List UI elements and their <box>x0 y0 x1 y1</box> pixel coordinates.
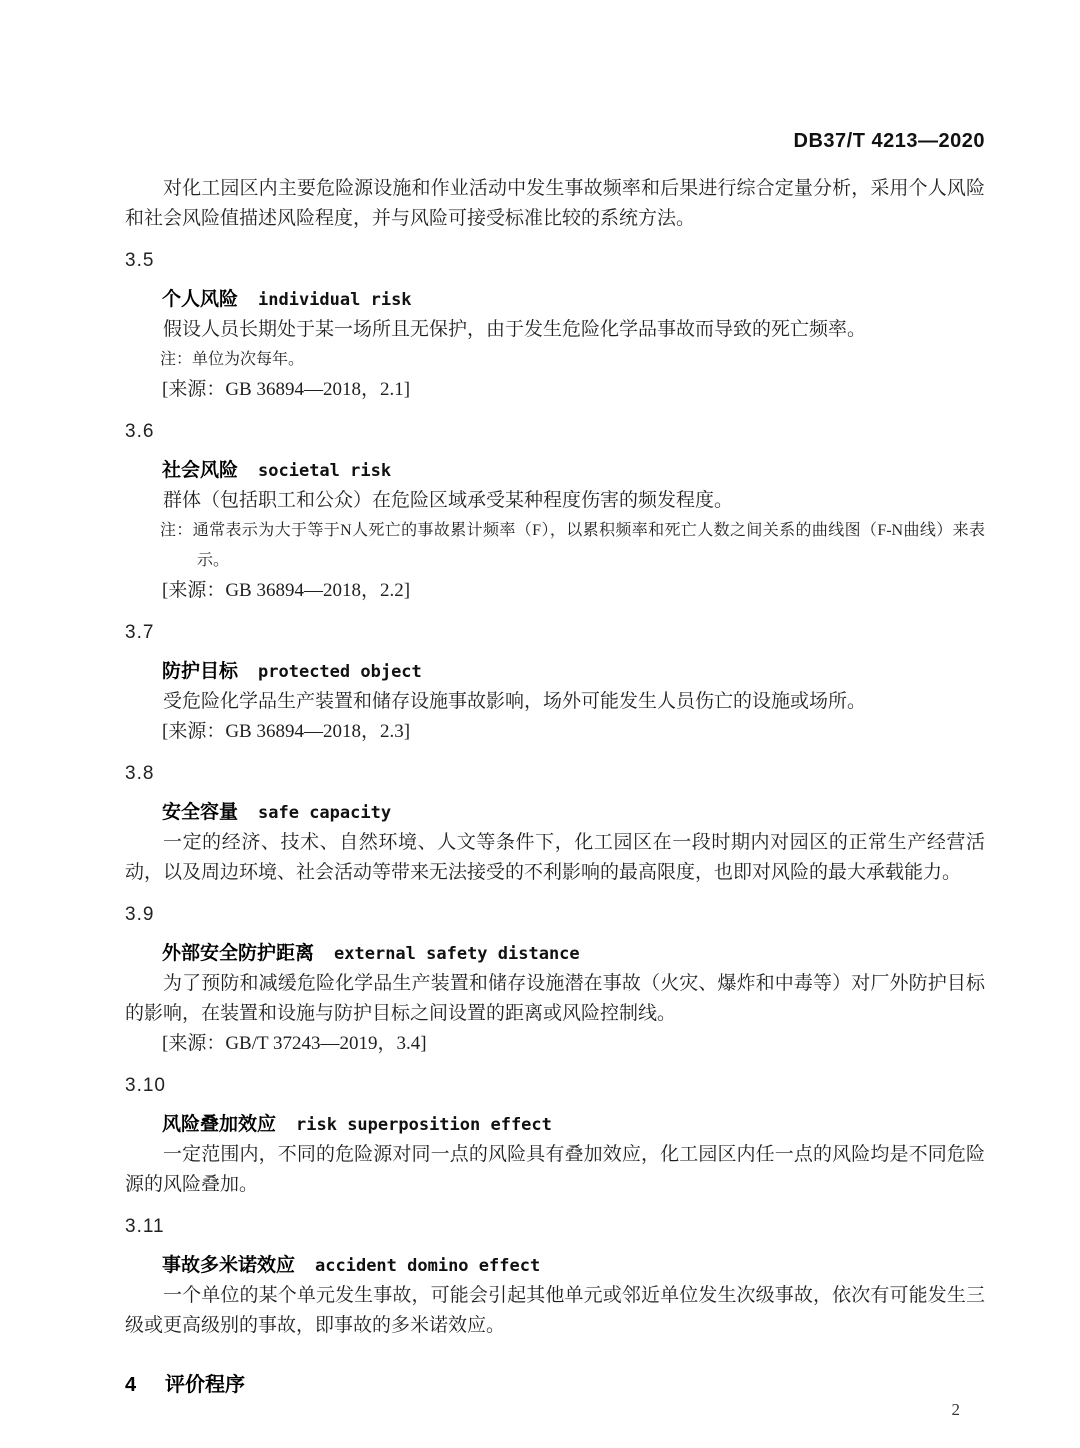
section-number: 3.9 <box>125 904 155 925</box>
term-line <box>162 1110 985 1140</box>
term-section-3-7 <box>125 618 985 747</box>
section-number: 3.10 <box>125 1075 166 1096</box>
term-chinese: 事故多米诺效应 <box>162 1255 296 1276</box>
term-definition: 群体（包括职工和公众）在危险区域承受某种程度伤害的频发程度。 <box>163 490 734 511</box>
term-chinese: 社会风险 <box>162 460 239 481</box>
term-section-3-9 <box>125 900 985 1059</box>
intro-paragraph: 对化工园区内主要危险源设施和作业活动中发生事故频率和后果进行综合定量分析，采用个人风险和社会风险值描述风险程度，并与风险可接受标准比较的系统方法。 <box>125 178 985 229</box>
section-number: 3.7 <box>125 622 155 643</box>
term-english: risk superposition effect <box>296 1115 552 1135</box>
term-line <box>162 1251 985 1281</box>
term-chinese: 风险叠加效应 <box>162 1114 277 1135</box>
term-source: [来源：GB 36894—2018，2.3] <box>162 721 411 742</box>
term-definition: 一个单位的某个单元发生事故，可能会引起其他单元或邻近单位发生次级事故，依次有可能发生三级或更高级别的事故，即事故的多米诺效应。 <box>125 1285 985 1336</box>
term-chinese: 外部安全防护距离 <box>162 943 315 964</box>
term-section-3-6 <box>125 417 985 606</box>
term-definition: 为了预防和减缓危险化学品生产装置和储存设施潜在事故（火灾、爆炸和中毒等）对厂外防护目标的影响，在装置和设施与防护目标之间设置的距离或风险控制线。 <box>125 973 985 1024</box>
page-header <box>125 128 985 154</box>
term-section-3-11 <box>125 1212 985 1341</box>
section-number: 3.8 <box>125 763 155 784</box>
term-english: accident domino effect <box>315 1256 541 1276</box>
term-section-3-5 <box>125 246 985 405</box>
term-chinese: 安全容量 <box>162 802 239 823</box>
term-definition: 一定范围内，不同的危险源对同一点的风险具有叠加效应，化工园区内任一点的风险均是不同危险源的风险叠加。 <box>125 1144 985 1195</box>
term-english: external safety distance <box>334 944 580 964</box>
term-definition: 受危险化学品生产装置和储存设施事故影响，场外可能发生人员伤亡的设施或场所。 <box>163 691 867 712</box>
section-number: 3.5 <box>125 250 155 271</box>
term-chinese: 个人风险 <box>162 289 239 310</box>
chapter-heading <box>125 1370 985 1400</box>
term-line <box>162 939 985 969</box>
term-english: individual risk <box>258 290 412 310</box>
term-line <box>162 285 985 315</box>
term-note: 注：通常表示为大于等于N人死亡的事故累计频率（F），以累积频率和死亡人数之间关系的曲线图（F-N曲线）来表示。 <box>160 522 985 569</box>
term-definition: 假设人员长期处于某一场所且无保护，由于发生危险化学品事故而导致的死亡频率。 <box>163 319 867 340</box>
term-definition: 一定的经济、技术、自然环境、人文等条件下，化工园区在一段时期内对园区的正常生产经营活动，以及周边环境、社会活动等带来无法接受的不利影响的最高限度，也即对风险的最大承载能力。 <box>125 832 985 883</box>
term-line <box>162 657 985 687</box>
term-english: safe capacity <box>258 803 392 823</box>
chapter-number: 4 <box>125 1374 137 1396</box>
term-section-3-8 <box>125 759 985 888</box>
chapter-title: 评价程序 <box>165 1374 245 1396</box>
term-section-3-10 <box>125 1071 985 1200</box>
section-number: 3.11 <box>125 1216 165 1237</box>
term-line <box>162 456 985 486</box>
term-english: protected object <box>258 662 422 682</box>
term-source: [来源：GB 36894—2018，2.1] <box>162 379 411 400</box>
term-line <box>162 798 985 828</box>
term-english: societal risk <box>258 461 392 481</box>
term-source: [来源：GB 36894—2018，2.2] <box>162 580 411 601</box>
standard-number: DB37/T 4213—2020 <box>793 130 985 152</box>
page-number: 2 <box>951 1400 960 1419</box>
section-number: 3.6 <box>125 421 155 442</box>
term-chinese: 防护目标 <box>162 661 239 682</box>
term-source: [来源：GB/T 37243—2019，3.4] <box>162 1033 427 1054</box>
term-note: 注：单位为次每年。 <box>160 351 305 368</box>
